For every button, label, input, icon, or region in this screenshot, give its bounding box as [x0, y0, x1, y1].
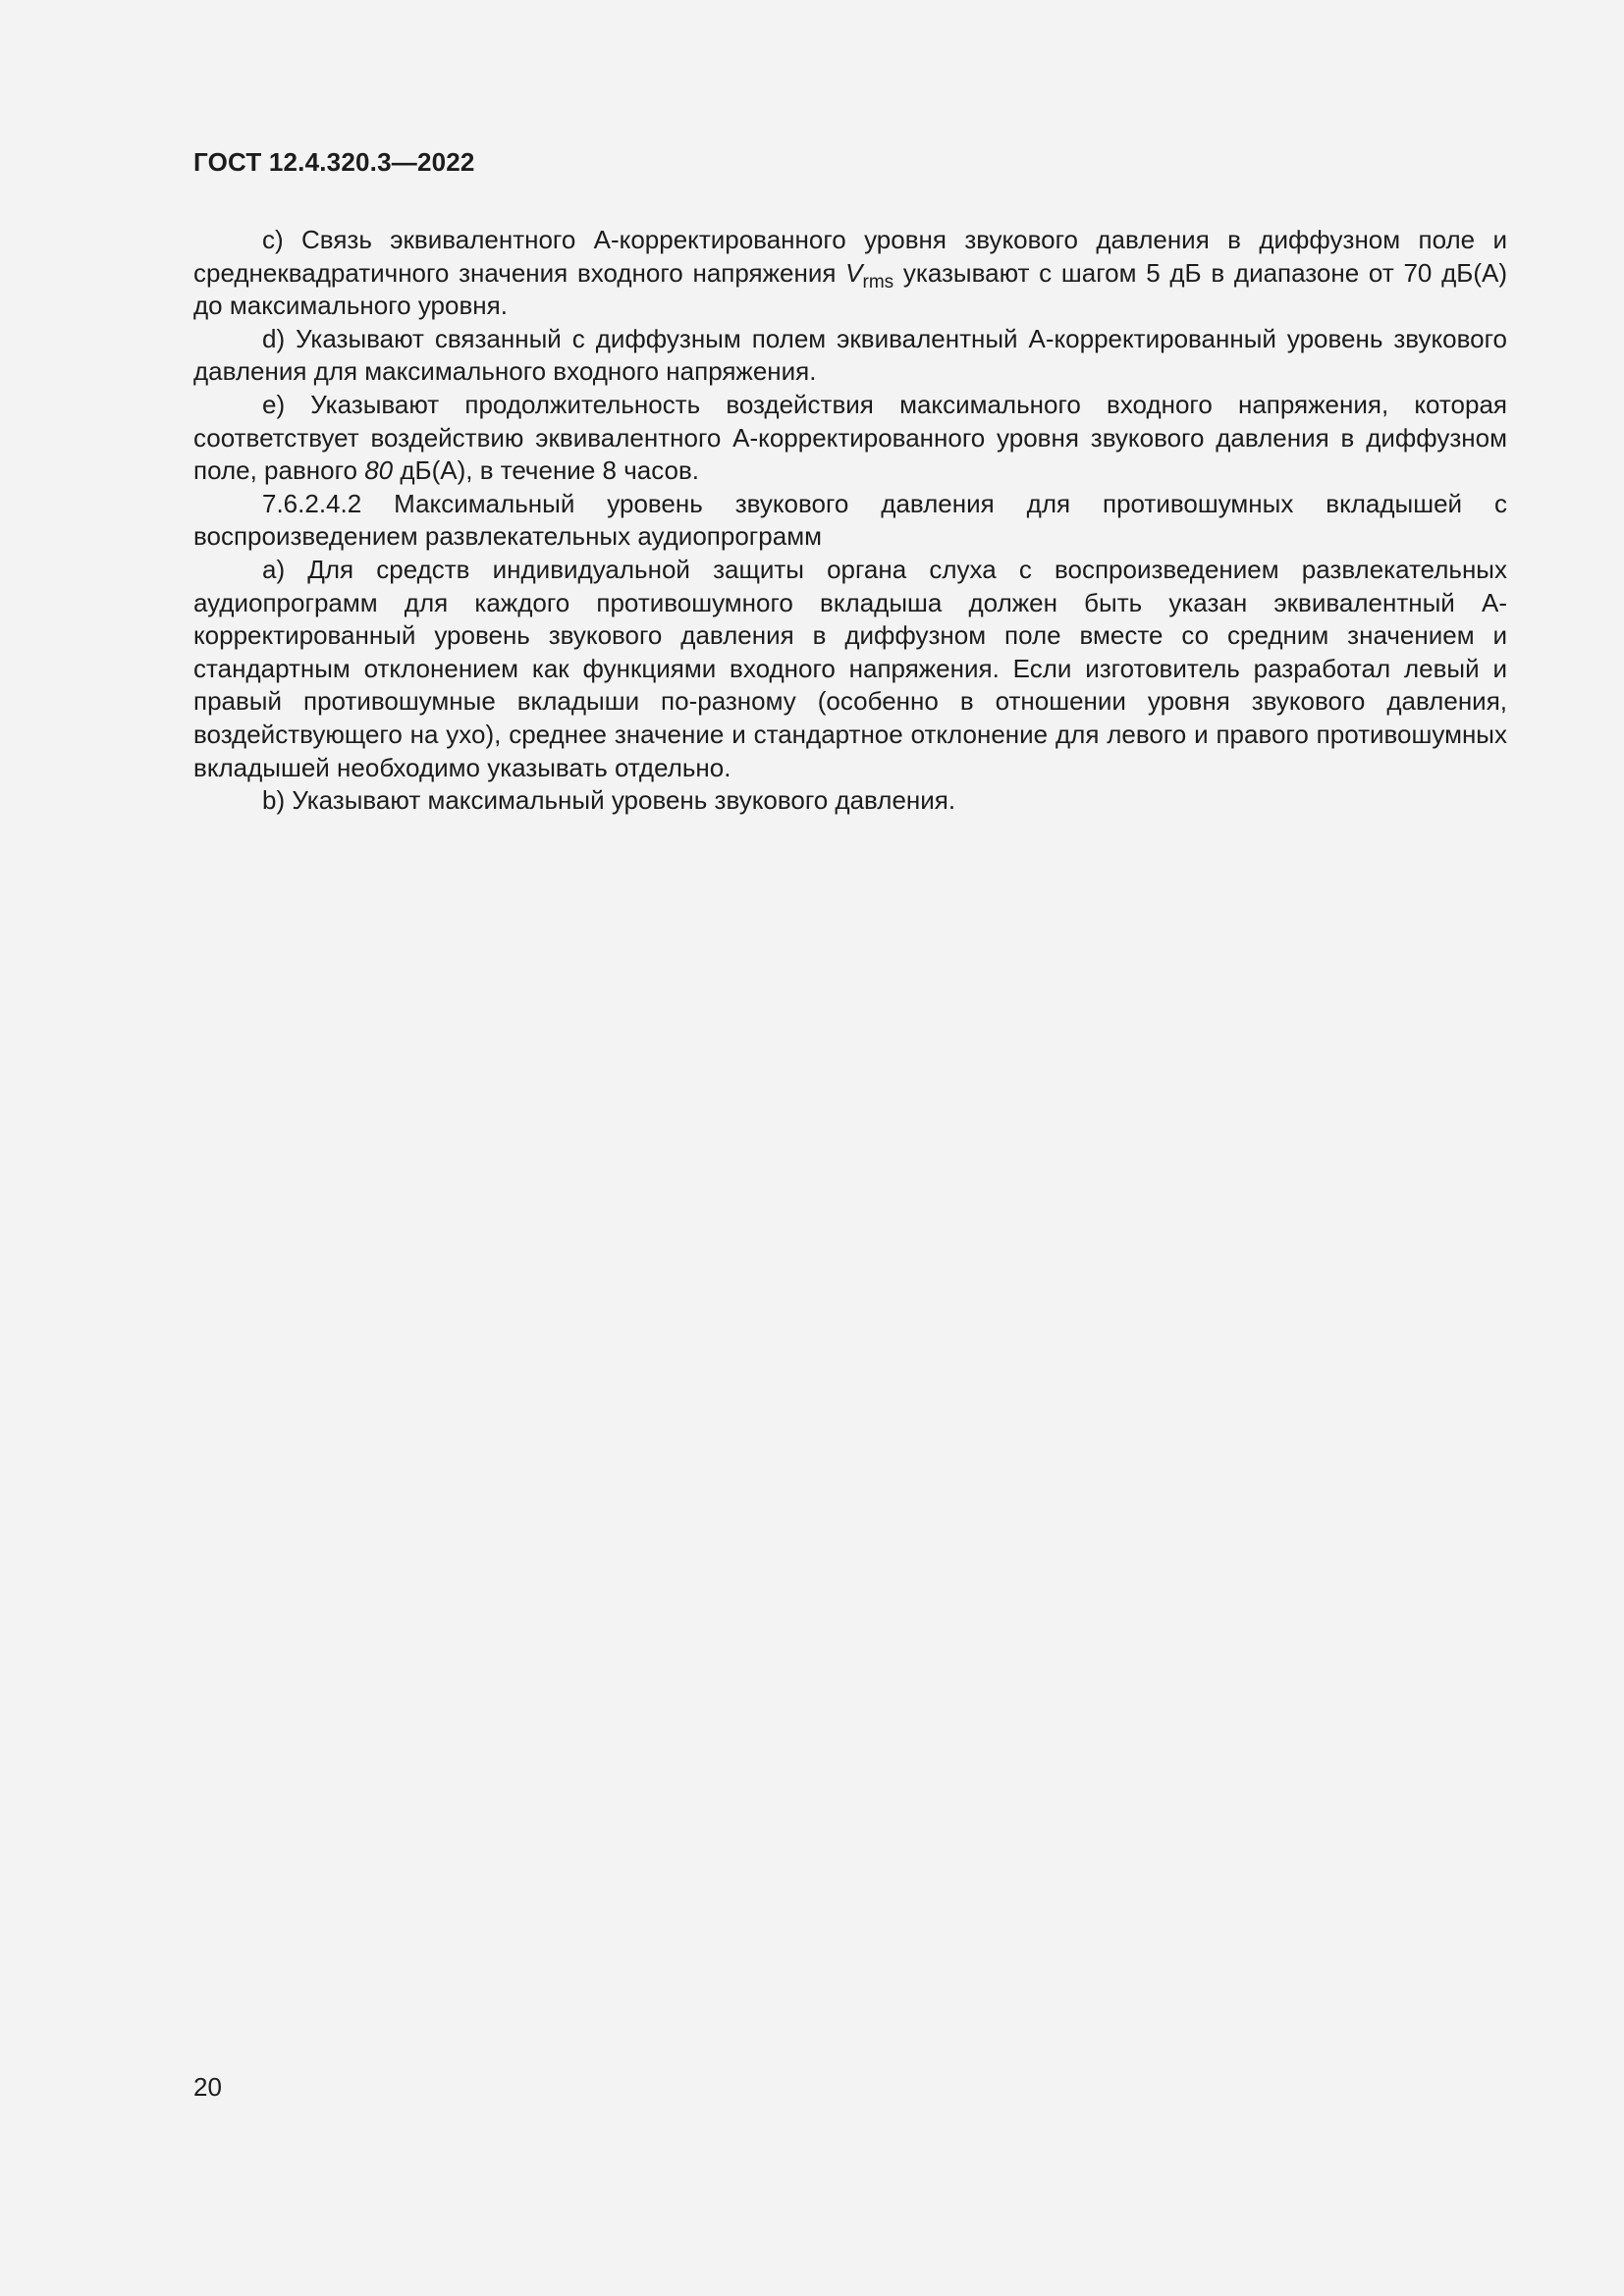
- body-text: [193, 224, 1507, 818]
- paragraph-e-text-after: дБ(А), в течение 8 часов.: [393, 455, 699, 486]
- voltage-variable: V: [845, 257, 863, 288]
- page-number: 20: [193, 2072, 222, 2102]
- section-7-6-2-4-2-heading: 7.6.2.4.2 Максимальный уровень звукового давления для противошумных вкладышей с воспроизведением развлекательных аудиопрограмм: [193, 488, 1507, 552]
- paragraph-c: [193, 224, 1507, 323]
- paragraph-a: a) Для средств индивидуальной защиты органа слуха с воспроизведением развлекательных аудиопрограмм для каждого противошумного вкладыша должен быть указан эквивалентный А-корректированный уровень звукового давления в диффузном поле вместе со средним значением и стандартным отклонением как функциями входного напряжения. Если изготовитель разработал левый и правый противошумные вкладыши по-разному (особенно в отношении уровня звукового давления, воздействующего на ухо), среднее значение и стандартное отклонение для левого и правого противошумных вкладышей необходимо указывать отдельно.: [193, 554, 1507, 782]
- paragraph-c-text-after: указывают с шагом 5 дБ в диапазоне от 70 дБ(А) до максимального уровня.: [193, 257, 1508, 321]
- paragraph-b: b) Указывают максимальный уровень звукового давления.: [262, 785, 956, 816]
- document-header: ГОСТ 12.4.320.3—2022: [193, 147, 475, 177]
- paragraph-e: [193, 389, 1507, 488]
- paragraph-d: d) Указывают связанный с диффузным полем эквивалентный А-корректированный уровень звукового давления для максимального входного напряжения.: [193, 323, 1507, 387]
- voltage-variable-subscript: rms: [862, 271, 894, 293]
- exposure-level-value: 80: [364, 455, 394, 486]
- paragraph-c-text-before: c) Связь эквивалентного А-корректированного уровня звукового давления в диффузном поле и среднеквадратичного значения входного напряжения: [193, 225, 1507, 288]
- paragraph-e-text-before: e) Указывают продолжительность воздействия максимального входного напряжения, которая соответствует воздействию эквивалентного А-корректированного уровня звукового давления в диффузном поле, равного: [193, 389, 1507, 486]
